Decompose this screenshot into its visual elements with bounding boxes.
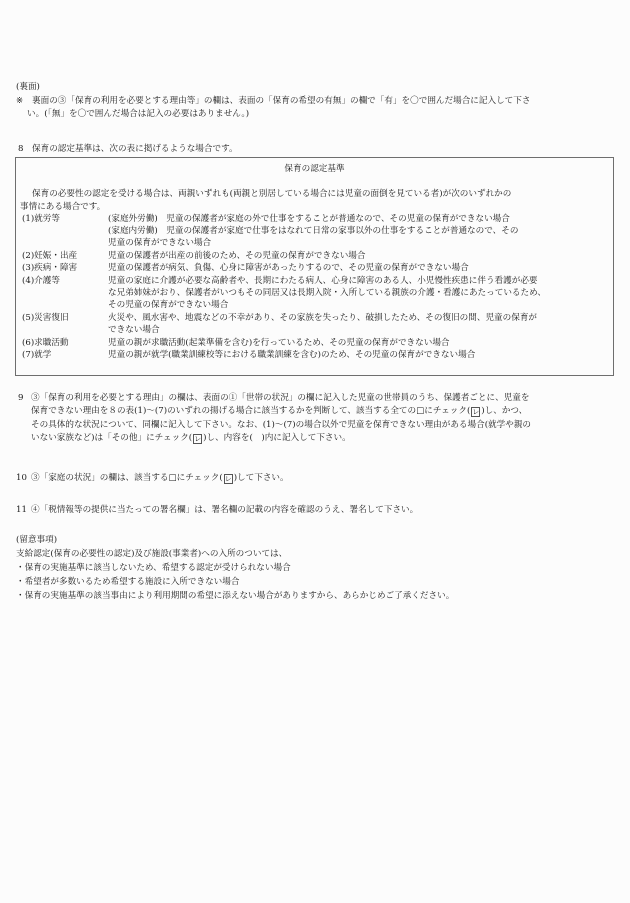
section-10-number: 10: [16, 473, 27, 483]
criteria-text: 児童の保護者が出産の前後のため、その児童の保育ができない場合: [108, 251, 366, 261]
section-9-line-4: いない家族など)は「その他」にチェック( レ )し、内容を( )内に記入して下さい。: [31, 433, 351, 443]
criteria-text: 児童の親が就学(職業訓練校等における職業訓練を含む)のため、その児童の保育ができない場合: [108, 350, 476, 360]
criteria-label-illness: (3)疾病・障害: [22, 263, 78, 273]
section-11-number: 11: [16, 505, 27, 515]
criteria-label-employment: (1)就労等: [22, 214, 60, 224]
criteria-table-title: 保育の認定基準: [284, 164, 345, 174]
notes-item: ・保育の実施基準の該当事由により利用期間の希望に添えない場合がありますから、あらかじめご了承ください。: [16, 591, 455, 601]
criteria-text: その児童の保育ができない場合: [108, 300, 229, 310]
section-8-number: 8: [18, 144, 24, 154]
criteria-intro-line-2: 事情にある場合です。: [20, 202, 106, 212]
criteria-intro-line-1: 保育の必要性の認定を受ける場合は、両親いずれも(両親と別居している場合には児童の面倒を見ている者)が次のいずれかの: [32, 189, 512, 199]
checkmark-box-icon: レ: [224, 475, 232, 483]
section-8-heading: 保育の認定基準は、次の表に掲げるような場合です。: [32, 144, 238, 154]
checkmark-box-icon: レ: [194, 435, 202, 443]
notes-item: ・保育の実施基準に該当しないため、希望する認定が受けられない場合: [16, 563, 291, 573]
criteria-text: な兄弟姉妹がおり、保護者がいつもその同居又は長期入院・入所している親族の介護・看護にあたっているため、: [108, 288, 546, 298]
back-side-label: (裏面): [16, 82, 40, 92]
criteria-text: 児童の家庭に介護が必要な高齢者や、長期にわたる病人、心身に障害のある人、小児慢性疾患に伴う看護が必要: [108, 276, 538, 286]
criteria-table: [15, 157, 614, 376]
criteria-label-caregiving: (4)介護等: [22, 276, 60, 286]
note-line-2: い。(「無」を〇で囲んだ場合は記入の必要はありません。): [27, 109, 250, 119]
criteria-text: 児童の親が求職活動(起業準備を含む)を行っているため、その児童の保育ができない場合: [108, 338, 450, 348]
criteria-text: 児童の保護者が病気、負傷、心身に障害があったりするので、その児童の保育ができない場合: [108, 263, 469, 273]
criteria-text: (家庭内労働) 児童の保護者が家庭で仕事をはなれて日常の家事以外の仕事をすることが普通なので、その: [108, 226, 519, 236]
section-10-text: ③「家庭の状況」の欄は、該当する□にチェック( レ )して下さい。: [31, 473, 289, 483]
criteria-text: 火災や、風水害や、地震などの不幸があり、その家族を失ったり、破損したため、その復旧の間、児童の保育が: [108, 313, 538, 323]
section-9-number: 9: [18, 393, 24, 403]
notes-intro: 支給認定(保育の必要性の認定)及び施設(事業者)への入所のついては、: [16, 549, 288, 559]
notes-heading: (留意事項): [16, 535, 58, 545]
checkmark-box-icon: レ: [472, 408, 480, 416]
criteria-text: できない場合: [108, 325, 160, 335]
section-9-line-1: ③「保育の利用を必要とする理由」の欄は、表面の①「世帯の状況」の欄に記入した児童の世帯員のうち、保護者ごとに、児童を: [31, 393, 530, 403]
criteria-label-disaster: (5)災害復旧: [22, 313, 69, 323]
criteria-text: (家庭外労働) 児童の保護者が家庭の外で仕事をすることが普通なので、その児童の保育ができない場合: [108, 214, 510, 224]
section-9-line-3: その具体的な状況について、同欄に記入して下さい。なお、(1)～(7)の場合以外で児童を保育できない理由がある場合(就学や親の: [31, 420, 532, 430]
section-9-line-2: 保育できない理由を８の表(1)～(7)のいずれの揚げる場合に該当するかを判断して、該当する全ての□にチェック( レ )し、かつ、: [31, 406, 528, 416]
notes-item: ・希望者が多数いるため希望する施設に入所できない場合: [16, 577, 240, 587]
section-11-text: ④「税情報等の提供に当たっての署名欄」は、署名欄の記載の内容を確認のうえ、署名して下さい。: [31, 505, 419, 515]
note-mark: ※: [16, 96, 24, 106]
criteria-label-pregnancy: (2)妊娠・出産: [22, 251, 78, 261]
criteria-label-job-seeking: (6)求職活動: [22, 338, 69, 348]
criteria-label-schooling: (7)就学: [22, 350, 52, 360]
criteria-text: 児童の保育ができない場合: [108, 238, 212, 248]
note-line-1: 裏面の③「保育の利用を必要とする理由等」の欄は、表面の「保育の希望の有無」の欄で「有」を〇で囲んだ場合に記入して下さ: [32, 96, 531, 106]
